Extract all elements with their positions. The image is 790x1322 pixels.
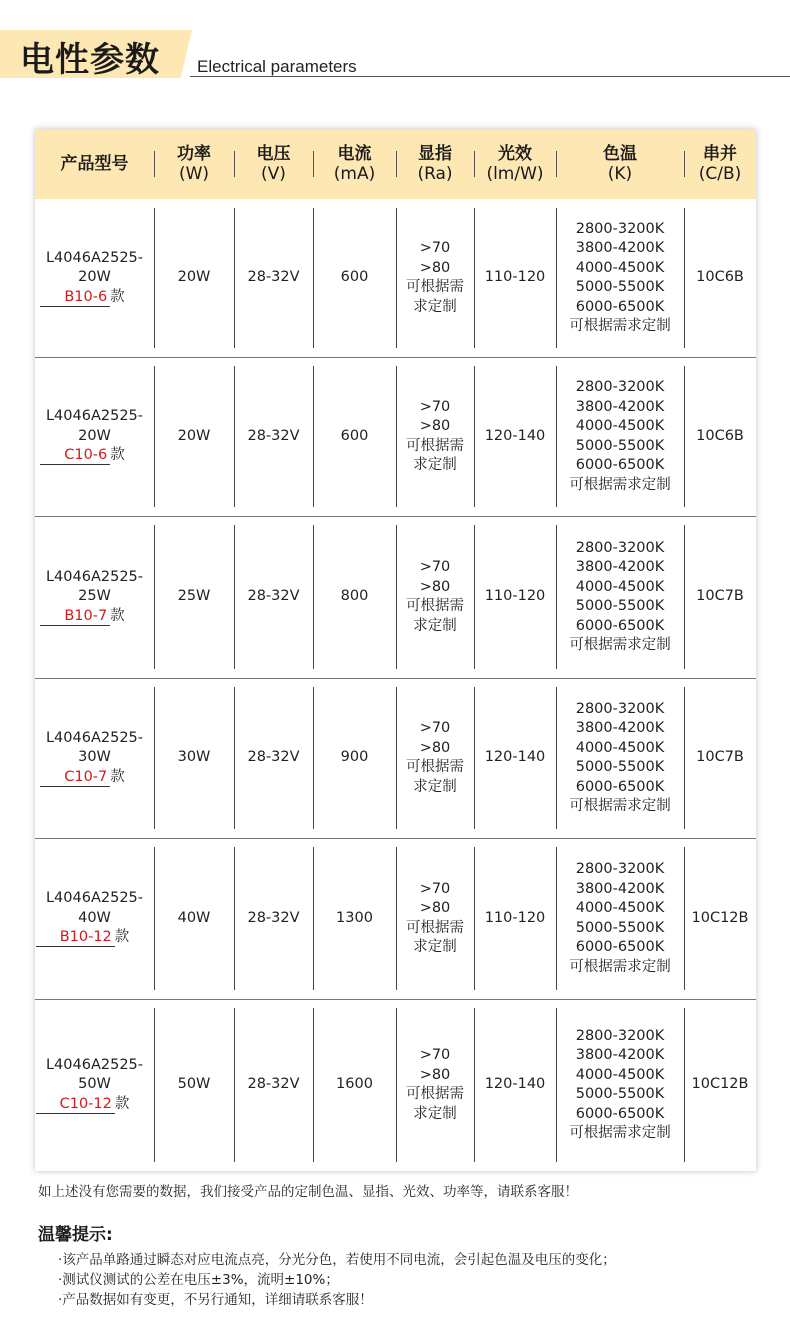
cell-text: 10C6B xyxy=(696,269,744,286)
column-separator xyxy=(234,366,235,507)
cell-text: 2800-3200K xyxy=(575,861,665,877)
cell-text: >70 xyxy=(419,398,451,415)
model-text: 25W xyxy=(78,588,111,605)
column-separator xyxy=(154,847,155,990)
column-separator xyxy=(474,525,475,669)
cell-text: 2800-3200K xyxy=(575,700,665,717)
column-unit: (C/B) xyxy=(698,164,742,184)
cell-text: 5000-5500K xyxy=(575,1086,665,1102)
cell-text: 110-120 xyxy=(484,909,546,926)
table-cell xyxy=(234,516,313,678)
column-header-7 xyxy=(684,129,756,199)
model-variant-line xyxy=(60,1095,130,1115)
table-cell xyxy=(313,999,396,1171)
model-text: 30W xyxy=(78,749,111,766)
header-separator xyxy=(556,151,557,177)
header-separator xyxy=(234,151,235,177)
cell-text: 5000-5500K xyxy=(575,598,665,614)
model-text: L4046A2525- xyxy=(45,408,144,425)
table-cell xyxy=(396,838,474,999)
table-cell xyxy=(474,516,556,678)
cell-text: 可根据需 xyxy=(406,598,464,614)
cell-text: 50W xyxy=(177,1076,211,1093)
table-cell xyxy=(35,516,154,678)
cell-text: >80 xyxy=(419,739,451,756)
cell-text: 28-32V xyxy=(247,749,300,766)
model-variant: C10-12 xyxy=(36,1096,115,1114)
column-separator xyxy=(474,847,475,990)
cell-text: 2800-3200K xyxy=(575,539,665,556)
column-separator xyxy=(474,1008,475,1162)
section-header xyxy=(0,28,790,80)
cell-text: 110-120 xyxy=(484,588,546,605)
column-separator xyxy=(396,687,397,829)
model-text: L4046A2525- xyxy=(45,568,144,585)
table-cell xyxy=(35,678,154,838)
header-separator xyxy=(684,151,685,177)
table-cell xyxy=(35,357,154,516)
column-separator xyxy=(313,847,314,990)
column-label: 电压 xyxy=(256,144,291,164)
cell-text: 可根据需 xyxy=(406,1086,464,1102)
cell-text: 10C6B xyxy=(696,427,744,444)
table-cell xyxy=(474,357,556,516)
column-unit: (Ra) xyxy=(417,164,453,184)
column-separator xyxy=(396,1008,397,1162)
table-cell xyxy=(556,357,684,516)
cell-text: >70 xyxy=(419,559,451,575)
table-cell xyxy=(474,199,556,357)
table-cell xyxy=(313,516,396,678)
column-label: 显指 xyxy=(418,144,452,164)
cell-text: 2800-3200K xyxy=(575,1027,665,1044)
cell-text: 3800-4200K xyxy=(575,720,665,736)
cell-text: 6000-6500K xyxy=(575,939,665,955)
table-header xyxy=(35,129,756,199)
cell-text: 600 xyxy=(340,427,369,444)
column-header-4 xyxy=(396,129,474,199)
cell-text: 6000-6500K xyxy=(575,778,665,795)
cell-text: 800 xyxy=(340,588,369,605)
cell-text: 4000-4500K xyxy=(575,1066,665,1083)
column-separator xyxy=(234,208,235,348)
model-text: L4046A2525- xyxy=(45,249,144,266)
column-separator xyxy=(684,687,685,829)
column-separator xyxy=(556,366,557,507)
column-separator xyxy=(684,208,685,348)
title-underline xyxy=(190,76,790,77)
cell-text: 4000-4500K xyxy=(575,900,665,916)
cell-text: 3800-4200K xyxy=(575,1047,665,1063)
cell-text: >80 xyxy=(419,418,451,434)
table-cell xyxy=(684,678,756,838)
cell-text: 28-32V xyxy=(247,588,300,605)
column-label: 光效 xyxy=(498,144,532,164)
column-separator xyxy=(313,208,314,348)
column-separator xyxy=(154,1008,155,1162)
cell-text: >80 xyxy=(419,1066,451,1083)
cell-text: 可根据需 xyxy=(406,279,464,295)
parameters-table xyxy=(35,129,756,1171)
cell-text: 可根据需 xyxy=(406,759,464,775)
cell-text: 可根据需求定制 xyxy=(569,318,671,334)
column-separator xyxy=(313,366,314,507)
cell-text: 可根据需 xyxy=(406,437,464,454)
column-separator xyxy=(556,1008,557,1162)
table-cell xyxy=(154,516,234,678)
cell-text: 900 xyxy=(340,749,369,766)
cell-text: 600 xyxy=(340,269,369,286)
cell-text: 4000-4500K xyxy=(575,578,665,595)
column-header-5 xyxy=(474,129,556,199)
column-label: 功率 xyxy=(177,144,211,164)
table-cell xyxy=(396,357,474,516)
cell-text: 求定制 xyxy=(413,778,457,795)
cell-text: >70 xyxy=(419,720,451,736)
table-cell xyxy=(396,199,474,357)
cell-text: 30W xyxy=(177,749,211,766)
cell-text: 10C12B xyxy=(691,909,749,926)
table-cell xyxy=(313,678,396,838)
table-cell xyxy=(313,199,396,357)
cell-text: 可根据需 xyxy=(406,919,464,936)
cell-text: >70 xyxy=(419,240,451,256)
table-cell xyxy=(474,678,556,838)
cell-text: 可根据需求定制 xyxy=(569,958,671,975)
column-separator xyxy=(154,366,155,507)
header-separator xyxy=(313,151,314,177)
column-header-2 xyxy=(234,129,313,199)
cell-text: >80 xyxy=(419,578,451,595)
table-cell xyxy=(313,838,396,999)
model-variant: B10-6 xyxy=(40,289,110,307)
cell-text: 可根据需求定制 xyxy=(569,637,671,653)
column-separator xyxy=(234,525,235,669)
cell-text: 25W xyxy=(177,588,211,605)
column-unit: (mA) xyxy=(333,164,376,184)
cell-text: 求定制 xyxy=(413,298,457,315)
cell-text: 3800-4200K xyxy=(575,880,665,897)
table-row xyxy=(35,838,756,999)
page-subtitle: Electrical parameters xyxy=(197,57,357,76)
column-unit: (W) xyxy=(178,164,210,184)
cell-text: 求定制 xyxy=(413,617,457,634)
column-separator xyxy=(313,687,314,829)
tip-item: ·产品数据如有变更，不另行通知，详细请联系客服！ xyxy=(58,1292,373,1308)
header-separator xyxy=(474,151,475,177)
table-cell xyxy=(234,678,313,838)
table-cell xyxy=(154,838,234,999)
cell-text: 5000-5500K xyxy=(575,279,665,295)
column-separator xyxy=(396,208,397,348)
model-variant: B10-12 xyxy=(36,929,115,947)
cell-text: 可根据需求定制 xyxy=(569,1125,671,1141)
custom-note: 如上述没有您需要的数据，我们接受产品的定制色温、显指、光效、功率等，请联系客服！ xyxy=(38,1184,578,1200)
cell-text: 求定制 xyxy=(413,1105,457,1122)
table-cell xyxy=(396,678,474,838)
table-cell xyxy=(154,199,234,357)
table-cell xyxy=(154,999,234,1171)
column-separator xyxy=(154,687,155,829)
page-title: 电性参数 xyxy=(20,40,160,80)
cell-text: 求定制 xyxy=(413,457,457,473)
column-separator xyxy=(684,847,685,990)
table-cell xyxy=(396,516,474,678)
model-variant: C10-6 xyxy=(40,447,110,465)
column-separator xyxy=(234,687,235,829)
model-text: L4046A2525- xyxy=(45,890,144,907)
model-text: L4046A2525- xyxy=(45,1056,144,1073)
model-text: 20W xyxy=(78,269,111,286)
column-separator xyxy=(396,847,397,990)
cell-text: 28-32V xyxy=(247,269,300,286)
column-header-1 xyxy=(154,129,234,199)
column-separator xyxy=(474,366,475,507)
header-separator xyxy=(154,151,155,177)
cell-text: 5000-5500K xyxy=(575,759,665,775)
cell-text: >80 xyxy=(419,900,451,916)
table-cell xyxy=(396,999,474,1171)
cell-text: 20W xyxy=(177,269,211,286)
model-suffix: 款 xyxy=(114,929,130,946)
cell-text: 5000-5500K xyxy=(575,919,665,936)
model-variant-line xyxy=(64,288,124,308)
column-separator xyxy=(313,1008,314,1162)
table-cell xyxy=(234,999,313,1171)
model-suffix: 款 xyxy=(114,1095,130,1112)
table-cell xyxy=(234,838,313,999)
model-variant-line xyxy=(64,768,125,788)
table-cell xyxy=(35,838,154,999)
table-cell xyxy=(234,199,313,357)
cell-text: 2800-3200K xyxy=(575,220,665,237)
table-row xyxy=(35,678,756,838)
cell-text: 10C7B xyxy=(696,588,744,605)
cell-text: >80 xyxy=(419,259,451,276)
cell-text: 6000-6500K xyxy=(575,457,665,473)
model-suffix: 款 xyxy=(110,447,125,464)
cell-text: 5000-5500K xyxy=(575,437,665,454)
column-separator xyxy=(474,687,475,829)
cell-text: 110-120 xyxy=(484,269,546,286)
column-unit: (V) xyxy=(261,164,286,184)
model-suffix: 款 xyxy=(110,768,125,785)
cell-text: 10C7B xyxy=(696,749,744,766)
tip-item: ·测试仪测试的公差在电压±3%，流明±10%； xyxy=(58,1272,339,1288)
cell-text: 6000-6500K xyxy=(575,1105,665,1122)
cell-text: 4000-4500K xyxy=(575,259,665,276)
cell-text: 求定制 xyxy=(413,939,457,955)
table-cell xyxy=(684,199,756,357)
column-separator xyxy=(396,525,397,669)
cell-text: 6000-6500K xyxy=(575,617,665,634)
table-cell xyxy=(35,999,154,1171)
header-separator xyxy=(396,151,397,177)
column-separator xyxy=(474,208,475,348)
table-row xyxy=(35,357,756,516)
cell-text: 6000-6500K xyxy=(575,298,665,315)
tip-item: ·该产品单路通过瞬态对应电流点亮，分光分色，若使用不同电流，会引起色温及电压的变化； xyxy=(58,1252,616,1268)
column-header-0 xyxy=(35,129,154,199)
cell-text: 120-140 xyxy=(484,1076,546,1093)
column-separator xyxy=(154,525,155,669)
column-separator xyxy=(313,525,314,669)
table-cell xyxy=(313,357,396,516)
cell-text: 1300 xyxy=(336,909,373,926)
table-row xyxy=(35,516,756,678)
table-cell xyxy=(684,516,756,678)
cell-text: >70 xyxy=(419,880,451,897)
column-header-3 xyxy=(313,129,396,199)
cell-text: >70 xyxy=(419,1047,451,1063)
column-label: 串并 xyxy=(703,144,737,164)
cell-text: 10C12B xyxy=(691,1076,749,1093)
model-suffix: 款 xyxy=(110,607,125,624)
table-cell xyxy=(684,357,756,516)
cell-text: 3800-4200K xyxy=(575,398,665,415)
column-separator xyxy=(684,1008,685,1162)
column-separator xyxy=(234,847,235,990)
model-variant: B10-7 xyxy=(40,608,110,626)
column-separator xyxy=(684,525,685,669)
cell-text: 20W xyxy=(177,427,211,444)
table-cell xyxy=(154,678,234,838)
cell-text: 120-140 xyxy=(484,749,546,766)
model-suffix: 款 xyxy=(110,288,125,305)
column-separator xyxy=(556,687,557,829)
column-separator xyxy=(154,208,155,348)
table-cell xyxy=(474,838,556,999)
model-variant: C10-7 xyxy=(40,769,110,787)
column-separator xyxy=(556,525,557,669)
cell-text: 4000-4500K xyxy=(575,418,665,434)
cell-text: 120-140 xyxy=(484,427,546,444)
model-text: L4046A2525- xyxy=(45,729,144,746)
table-row xyxy=(35,999,756,1171)
cell-text: 可根据需求定制 xyxy=(569,476,671,493)
table-cell xyxy=(35,199,154,357)
table-cell xyxy=(556,516,684,678)
column-label: 电流 xyxy=(337,144,372,164)
cell-text: 1600 xyxy=(336,1076,373,1093)
cell-text: 4000-4500K xyxy=(575,739,665,756)
table-cell xyxy=(556,999,684,1171)
cell-text: 28-32V xyxy=(247,909,300,926)
model-variant-line xyxy=(64,607,124,627)
column-unit: (K) xyxy=(607,164,633,184)
model-text: 50W xyxy=(78,1076,111,1093)
model-variant-line xyxy=(64,446,125,466)
table-cell xyxy=(556,838,684,999)
column-label: 产品型号 xyxy=(60,154,129,174)
column-unit: (lm/W) xyxy=(486,164,544,184)
column-header-6 xyxy=(556,129,684,199)
column-separator xyxy=(396,366,397,507)
cell-text: 28-32V xyxy=(247,1076,300,1093)
model-text: 40W xyxy=(78,909,111,926)
column-separator xyxy=(556,208,557,348)
column-label: 色温 xyxy=(603,144,637,164)
cell-text: 可根据需求定制 xyxy=(569,798,671,814)
cell-text: 28-32V xyxy=(247,427,300,444)
table-cell xyxy=(556,199,684,357)
column-separator xyxy=(684,366,685,507)
tips-title: 温馨提示: xyxy=(38,1225,113,1245)
table-row xyxy=(35,199,756,357)
cell-text: 3800-4200K xyxy=(575,559,665,575)
model-text: 20W xyxy=(78,427,111,444)
cell-text: 3800-4200K xyxy=(575,240,665,256)
model-variant-line xyxy=(60,928,130,948)
cell-text: 40W xyxy=(177,909,211,926)
cell-text: 2800-3200K xyxy=(575,379,665,395)
table-cell xyxy=(684,999,756,1171)
table-cell xyxy=(474,999,556,1171)
table-cell xyxy=(154,357,234,516)
table-cell xyxy=(234,357,313,516)
table-cell xyxy=(684,838,756,999)
column-separator xyxy=(556,847,557,990)
table-cell xyxy=(556,678,684,838)
column-separator xyxy=(234,1008,235,1162)
